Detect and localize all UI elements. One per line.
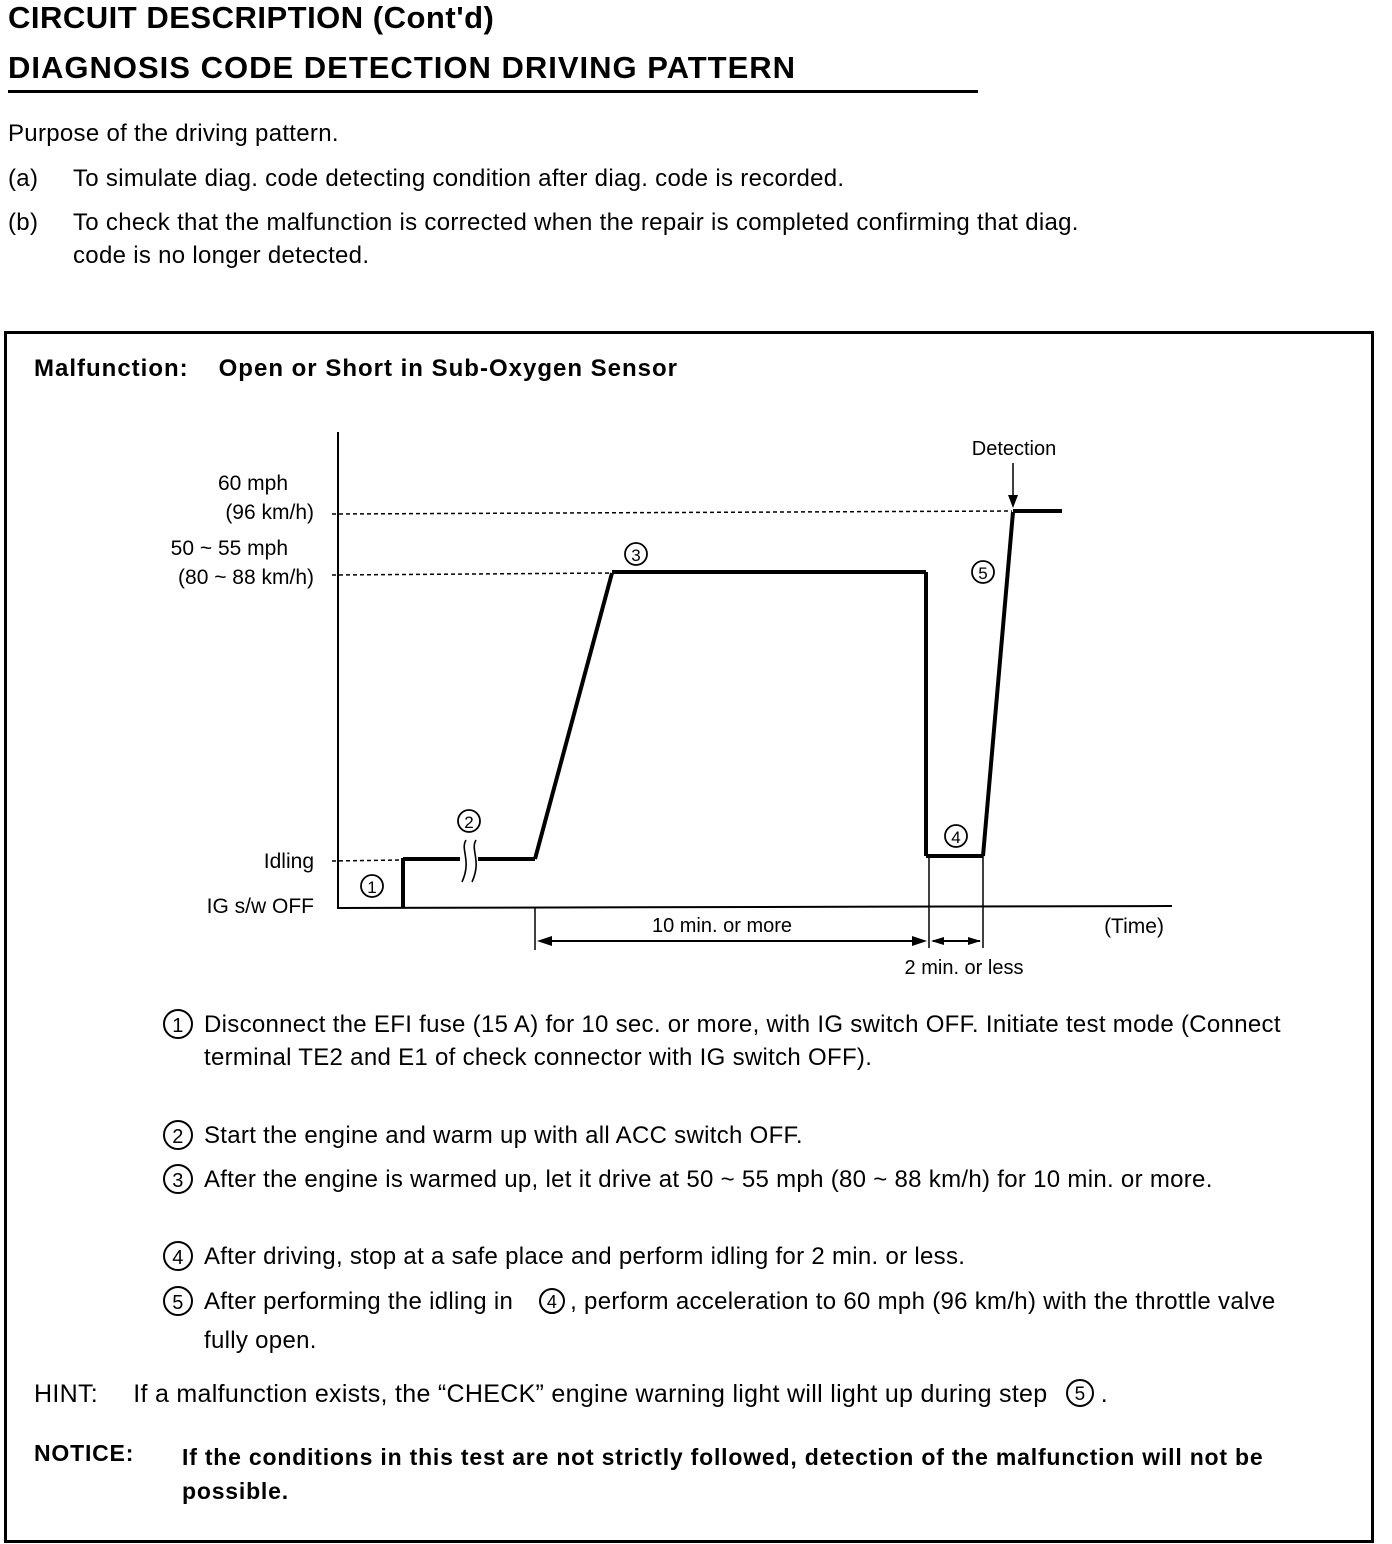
label-50-55mph: 50 ~ 55 mph: [170, 537, 288, 560]
notice-label: NOTICE:: [34, 1440, 135, 1466]
step-number-3: [162, 1163, 194, 1195]
speed-profile-line: [403, 511, 1062, 908]
svg-text:1: 1: [367, 878, 377, 897]
purpose-item-a-text: To simulate diag. code detecting condition after diag. code is recorded.: [73, 165, 845, 192]
svg-text:2: 2: [172, 1126, 184, 1148]
svg-text:1: 1: [172, 1015, 184, 1037]
svg-text:5: 5: [978, 564, 988, 583]
step-5-text: [204, 1285, 1294, 1357]
step-3: [162, 1163, 1312, 1196]
ref-line-60mph: [332, 511, 1012, 514]
x-axis: [338, 906, 1172, 908]
step-5-text-before: After performing the idling in: [204, 1288, 514, 1315]
label-96kmh: (96 km/h): [225, 501, 314, 524]
label-60mph: 60 mph: [217, 472, 288, 495]
purpose-item-a-marker: (a): [8, 165, 39, 192]
label-10min: 10 min. or more: [651, 915, 793, 937]
purpose-item-b-text-line2: code is no longer detected.: [73, 242, 370, 269]
arrowhead-2min-right: [968, 937, 981, 945]
malfunction-value: Open or Short in Sub-Oxygen Sensor: [218, 355, 679, 382]
step-marker-3: [625, 543, 647, 565]
malfunction-label: Malfunction:: [34, 355, 189, 382]
step-5-ref-marker: [538, 1287, 566, 1324]
time-break-symbol: [462, 840, 476, 882]
svg-text:3: 3: [172, 1170, 184, 1192]
step-marker-1: [361, 875, 383, 897]
step-3-text: After the engine is warmed up, let it drive at 50 ~ 55 mph (80 ~ 88 km/h) for 10 min. or more.: [204, 1166, 1213, 1193]
svg-text:5: 5: [1074, 1384, 1086, 1405]
hint-ref-marker: [1065, 1378, 1095, 1415]
hint-text: If a malfunction exists, the “CHECK” engine warning light will light up during step: [133, 1380, 1048, 1408]
arrowhead-2min-left: [931, 937, 944, 945]
step-marker-5: [972, 561, 994, 583]
step-number-1: [162, 1008, 194, 1040]
arrowhead-10min-left: [537, 936, 552, 946]
purpose-item-b-text-line1: To check that the malfunction is corrected when the repair is completed confirming that diag.: [73, 209, 1079, 236]
section-title: CIRCUIT DESCRIPTION (Cont'd): [8, 0, 495, 35]
step-4: [162, 1240, 1312, 1273]
step-1: [162, 1008, 1312, 1074]
label-80-88kmh: (80 ~ 88 km/h): [178, 566, 314, 589]
step-marker-4: [945, 825, 967, 847]
notice-text: If the conditions in this test are not strictly followed, detection of the malfunction will not be possible.: [182, 1444, 1264, 1504]
svg-text:2: 2: [464, 813, 474, 832]
hint-label: HINT:: [34, 1380, 98, 1408]
step-4-text: After driving, stop at a safe place and perform idling for 2 min. or less.: [204, 1243, 966, 1270]
label-detection: Detection: [971, 438, 1057, 460]
label-time: (Time): [1104, 915, 1164, 938]
svg-text:4: 4: [546, 1292, 558, 1312]
purpose-intro: Purpose of the driving pattern.: [8, 120, 339, 147]
label-ig-off: IG s/w OFF: [206, 895, 314, 918]
detection-arrowhead: [1008, 495, 1018, 508]
step-number-4: [162, 1240, 194, 1272]
svg-text:4: 4: [951, 828, 961, 847]
svg-text:5: 5: [172, 1292, 184, 1314]
svg-text:3: 3: [631, 546, 641, 565]
step-5: [162, 1285, 1312, 1357]
ref-line-idling: [332, 860, 402, 861]
step-number-5: [162, 1285, 194, 1317]
step-number-2: [162, 1119, 194, 1151]
svg-text:4: 4: [172, 1247, 184, 1269]
step-marker-2: [458, 810, 480, 832]
step-1-text: Disconnect the EFI fuse (15 A) for 10 sec. or more, with IG switch OFF. Initiate test mode (Connect terminal TE2 and E1 of check connector with IG switch OFF).: [204, 1011, 1281, 1071]
hint-end: .: [1100, 1380, 1108, 1408]
step-5-text-after: , perform acceleration to 60 mph (96 km/h) with the throttle valve fully open.: [204, 1288, 1276, 1354]
label-idling: Idling: [263, 850, 314, 873]
step-2: [162, 1119, 1312, 1152]
ref-line-50mph: [332, 573, 614, 575]
section-subtitle: DIAGNOSIS CODE DETECTION DRIVING PATTERN: [8, 50, 797, 85]
label-2min: 2 min. or less: [904, 957, 1024, 979]
arrowhead-10min-right: [912, 936, 927, 946]
hint: [34, 1378, 1108, 1415]
purpose-item-b-marker: (b): [8, 209, 39, 236]
step-2-text: Start the engine and warm up with all ACC switch OFF.: [204, 1122, 803, 1149]
